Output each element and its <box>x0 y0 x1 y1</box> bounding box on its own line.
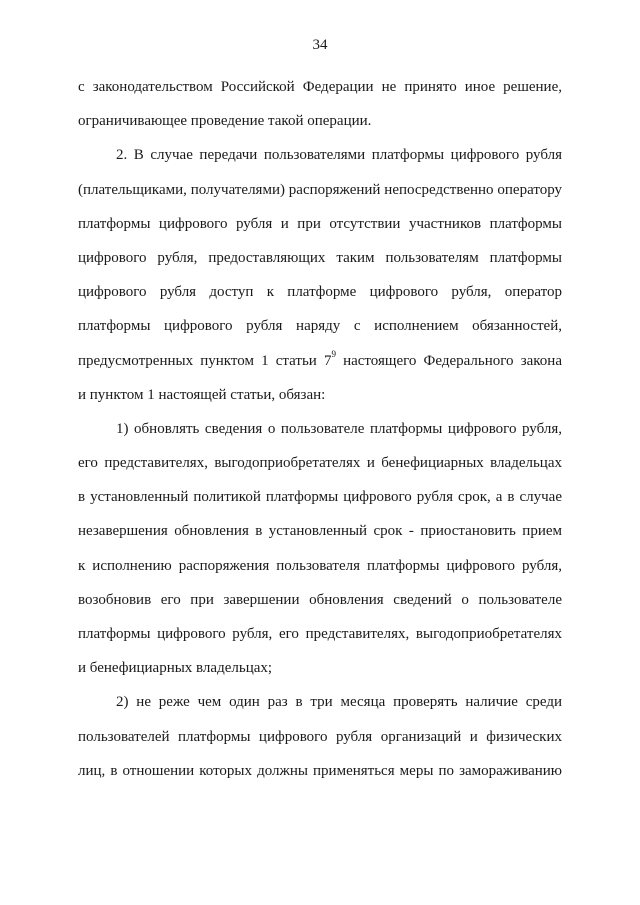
text-line <box>78 106 562 140</box>
text-line-content: (плательщиками, получателями) распоряжений непосредственно оператору <box>78 181 562 198</box>
text-line-content: платформы цифрового рубля наряду с исполнением обязанностей, <box>78 318 562 335</box>
text-line <box>78 140 562 174</box>
text-line <box>78 175 562 209</box>
text-line <box>78 72 562 106</box>
text-line <box>78 209 562 243</box>
text-line <box>78 277 562 311</box>
text-line-content: возобновив его при завершении обновления сведений о пользователе <box>78 591 562 608</box>
text-line <box>78 346 562 380</box>
text-line-content: с законодательством Российской Федерации не принято иное решение, <box>78 79 562 95</box>
text-line-content: к исполнению распоряжения пользователя платформы цифрового рубля, <box>78 557 562 574</box>
text-line <box>78 722 562 756</box>
text-line-content: и пунктом 1 настоящей статьи, обязан: <box>78 386 326 403</box>
page-number: 34 <box>312 37 328 53</box>
text-line-content: 2. В случае передачи пользователями платформы цифрового рубля <box>116 147 562 164</box>
text-line-content: платформы цифрового рубля и при отсутствии участников платформы <box>78 215 562 232</box>
text-line-content: и бенефициарных владельцах; <box>78 660 273 677</box>
text-line-content: незавершения обновления в установленный срок - приостановить прием <box>78 523 562 540</box>
text-line <box>78 551 562 585</box>
text-line-content: цифрового рубля, предоставляющих таким пользователям платформы <box>78 249 562 266</box>
text-line-content: платформы цифрового рубля, его представителях, выгодоприобретателях <box>78 626 562 642</box>
text-line <box>78 414 562 448</box>
text-line-content: его представителях, выгодоприобретателях и бенефициарных владельцах <box>78 455 562 472</box>
text-line-content: 1) обновлять сведения о пользователе платформы цифрового рубля, <box>116 420 562 437</box>
text-line <box>78 380 562 414</box>
text-line <box>78 687 562 721</box>
text-line-content: 2) не реже чем один раз в три месяца проверять наличие среди <box>116 694 562 711</box>
text-line <box>78 448 562 482</box>
text-line-content: лиц, в отношении которых должны применяться меры по замораживанию <box>78 762 562 779</box>
text-line-tail: настоящего Федерального закона <box>335 352 562 369</box>
text-line <box>78 243 562 277</box>
text-line-content: цифрового рубля доступ к платформе цифрового рубля, оператор <box>78 284 562 301</box>
text-line <box>78 311 562 345</box>
text-line <box>78 619 562 653</box>
text-line <box>78 585 562 619</box>
text-line-content: пользователей платформы цифрового рубля организаций и физических <box>78 728 562 745</box>
superscript-index: 9 <box>331 348 336 359</box>
text-line <box>78 516 562 550</box>
text-line <box>78 653 562 687</box>
text-line <box>78 756 562 790</box>
document-body <box>78 72 562 790</box>
text-line-content: предусмотренных пунктом 1 статьи 7 <box>78 352 332 369</box>
text-line-content: в установленный политикой платформы цифрового рубля срок, а в случае <box>78 489 562 506</box>
text-line-content: ограничивающее проведение такой операции. <box>78 113 372 130</box>
text-line <box>78 482 562 516</box>
